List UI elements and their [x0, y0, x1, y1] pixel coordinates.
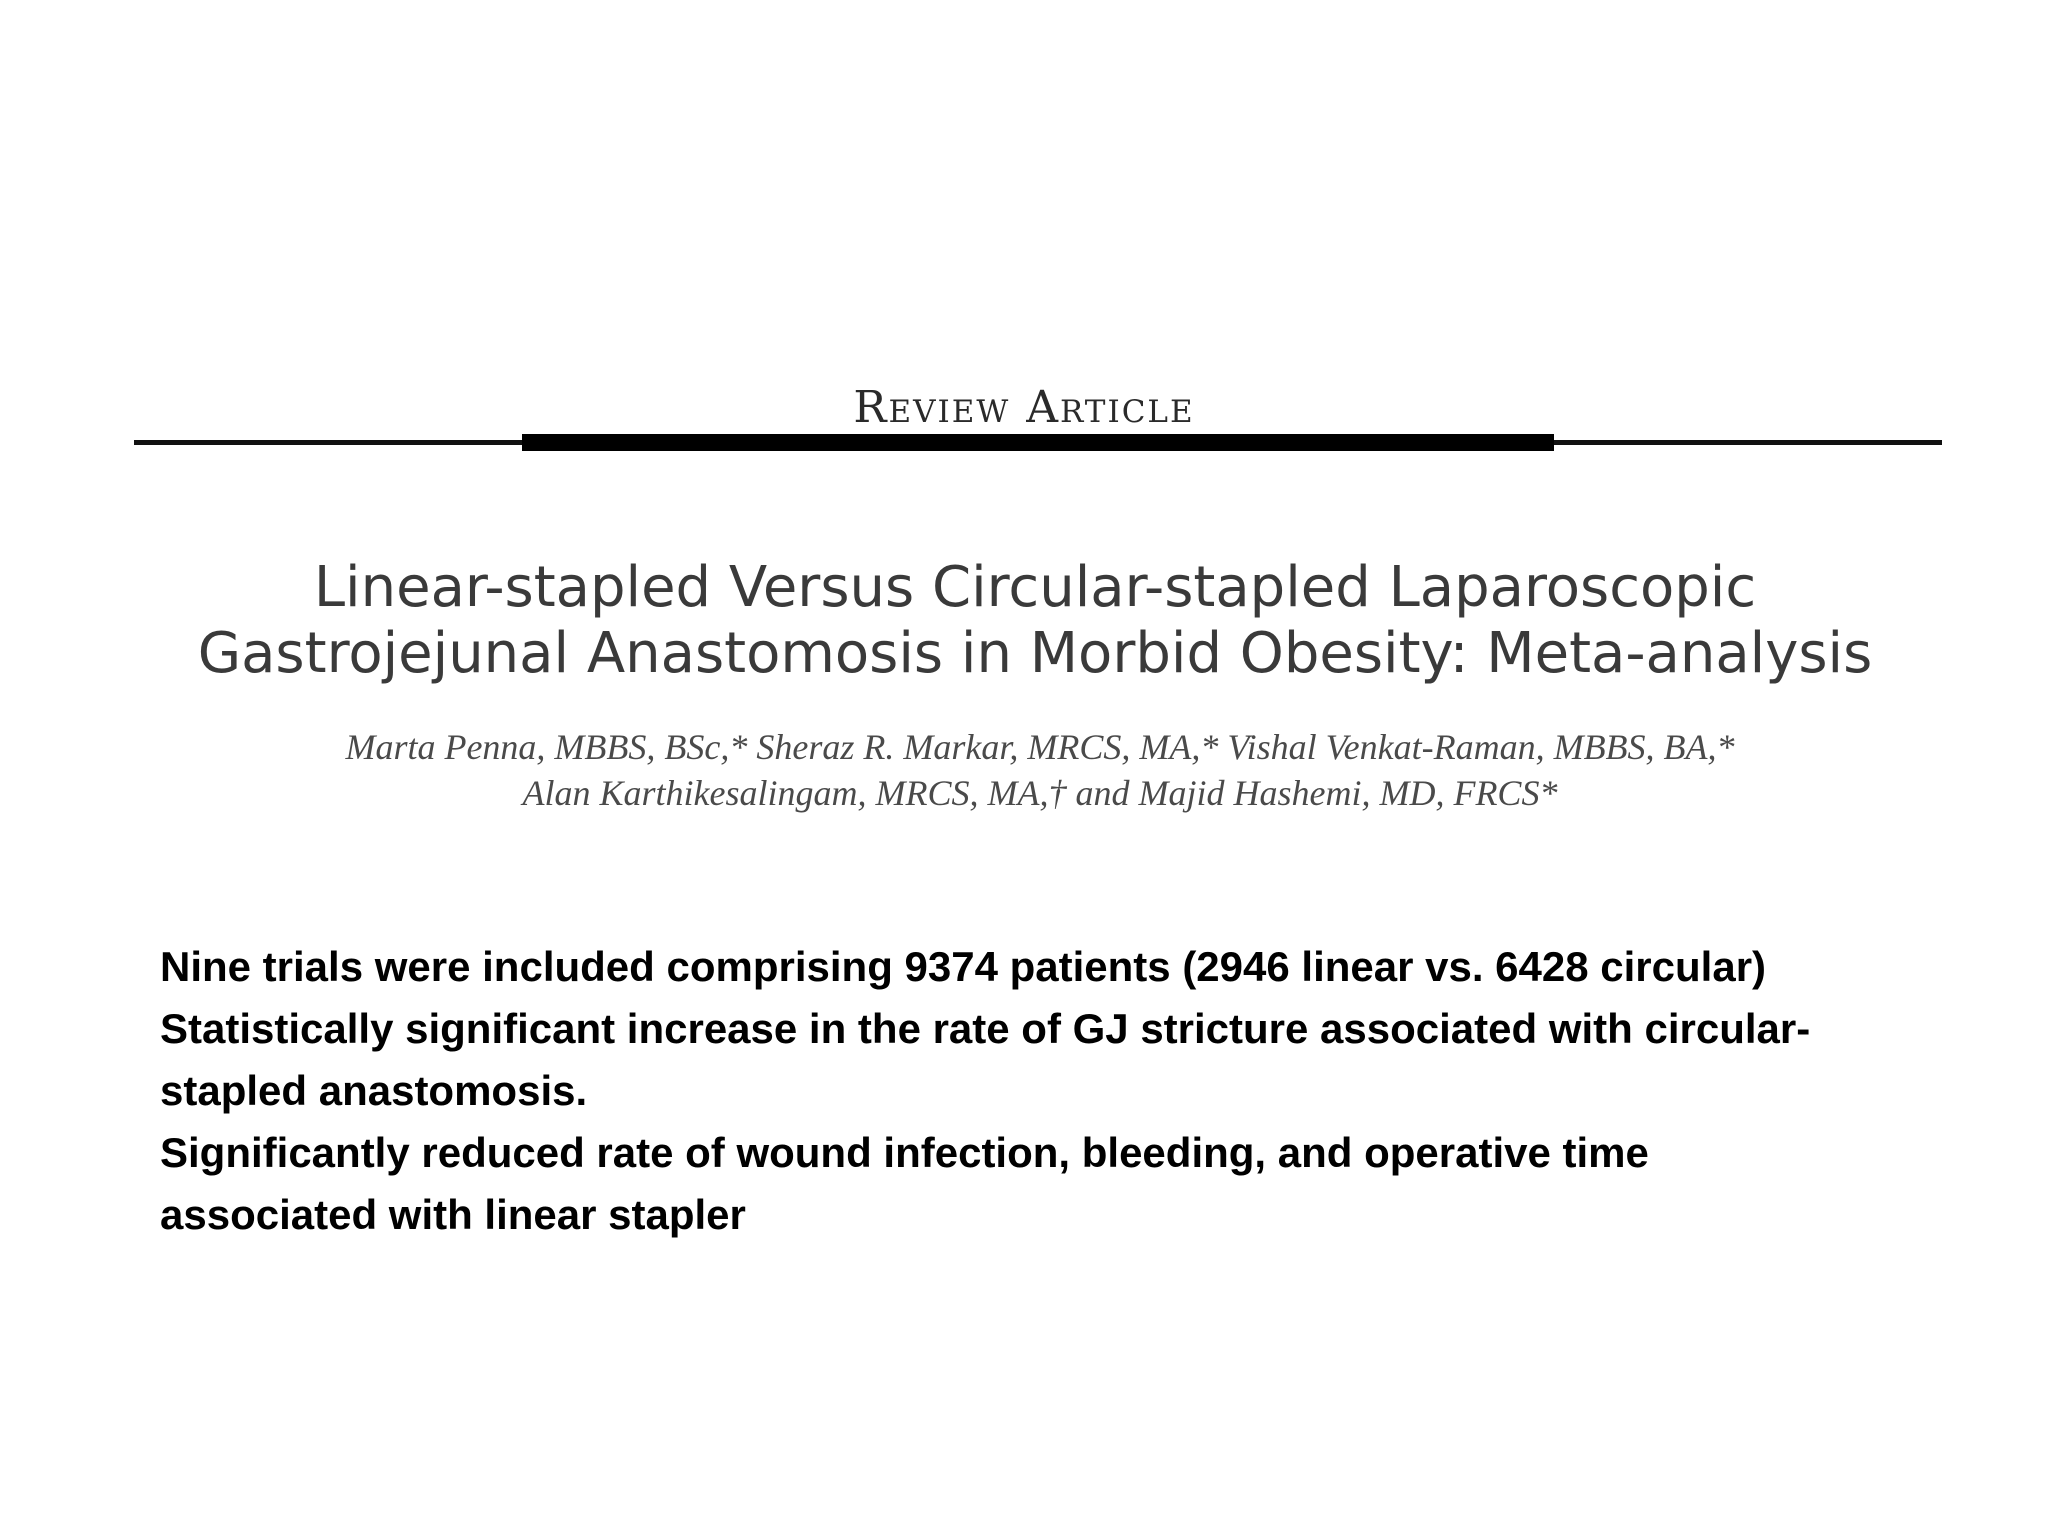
authors-line-2: Alan Karthikesalingam, MRCS, MA,† and Majid Hashemi, MD, FRCS* [522, 773, 1558, 813]
summary-line-1: Nine trials were included comprising 9374 patients (2946 linear vs. 6428 circular) [160, 943, 1767, 990]
article-title-line-2: Gastrojejunal Anastomosis in Morbid Obesity: Meta-analysis [197, 621, 1873, 686]
article-type-label: Review Article [853, 382, 1195, 433]
summary-line-5: associated with linear stapler [160, 1191, 746, 1238]
article-authors [150, 724, 1930, 816]
header-rule-thick [522, 434, 1554, 451]
article-title [120, 555, 1950, 687]
article-title-line-1: Linear-stapled Versus Circular-stapled Laparoscopic [313, 555, 1757, 620]
summary-text [160, 936, 1940, 1246]
summary-line-2: Statistically significant increase in the rate of GJ stricture associated with circular- [160, 1005, 1811, 1052]
summary-line-3: stapled anastomosis. [160, 1067, 588, 1114]
authors-line-1: Marta Penna, MBBS, BSc,* Sheraz R. Markar, MRCS, MA,* Vishal Venkat-Raman, MBBS, BA,* [345, 727, 1735, 767]
summary-line-4: Significantly reduced rate of wound infection, bleeding, and operative time [160, 1129, 1649, 1176]
